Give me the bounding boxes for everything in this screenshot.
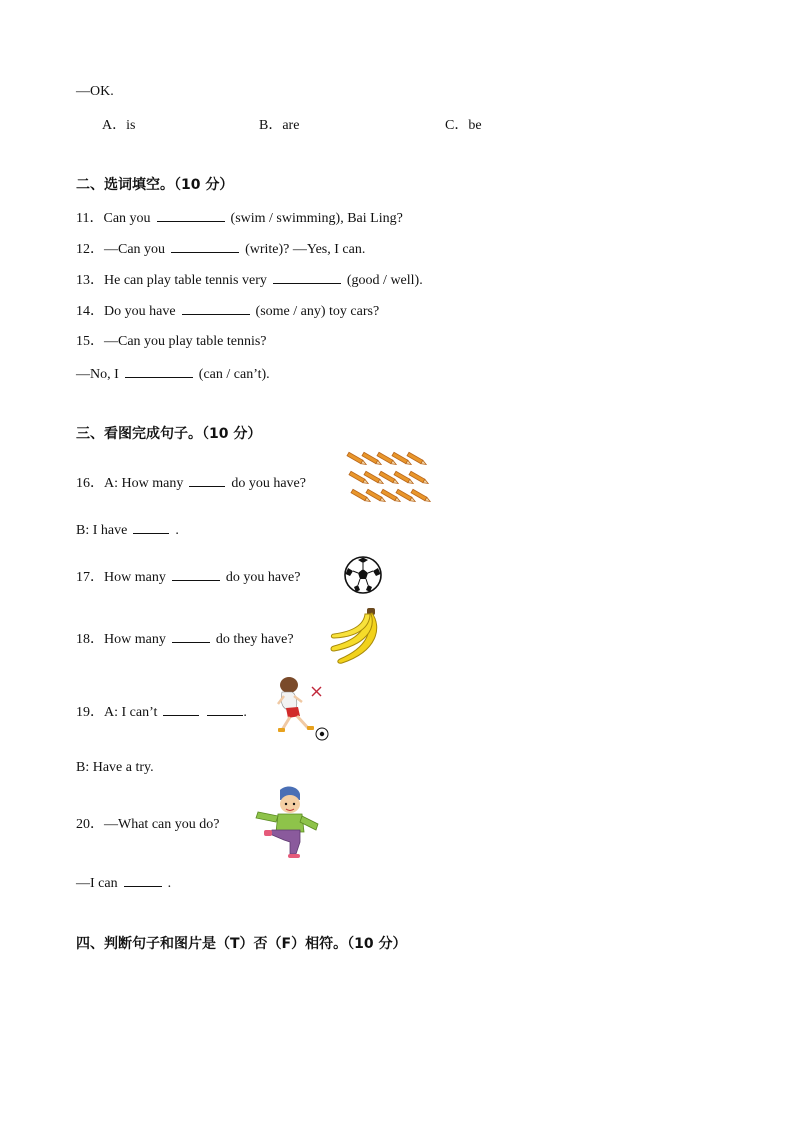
question-text: A: I can’t — [104, 705, 158, 720]
question-text: . — [167, 876, 172, 891]
football-image — [342, 554, 384, 596]
question-text: B: I have — [76, 523, 128, 538]
section3-heading: 三、看图完成句子。（10 分） — [76, 426, 262, 442]
question-15-answer — [76, 364, 270, 384]
question-number: 17． — [76, 570, 104, 585]
question-13 — [76, 270, 423, 290]
question-text: —No, I — [76, 367, 119, 382]
question-number: 13． — [76, 273, 104, 288]
question-20 — [76, 816, 219, 834]
answer-blank[interactable] — [171, 239, 239, 253]
answer-blank[interactable] — [182, 301, 250, 315]
question-choices: (some / any) toy cars? — [255, 304, 380, 319]
option-text: are — [282, 118, 300, 133]
q10-reply: —OK. — [76, 84, 114, 99]
question-12 — [76, 239, 365, 259]
question-number: 16． — [76, 476, 104, 491]
question-text: . — [175, 523, 179, 538]
question-choices: (swim / swimming), Bai Ling? — [230, 211, 403, 226]
question-number: 12． — [76, 242, 104, 257]
question-text: A: How many — [104, 476, 184, 491]
answer-blank[interactable] — [189, 473, 225, 487]
section4-heading: 四、判断句子和图片是（T）否（F）相符。（10 分） — [76, 936, 407, 952]
q10-option-c — [445, 114, 482, 134]
question-text: —I can — [76, 876, 118, 891]
answer-blank[interactable] — [125, 364, 193, 378]
question-11 — [76, 208, 403, 228]
question-text: . — [243, 705, 247, 720]
question-19-reply: B: Have a try. — [76, 760, 154, 775]
answer-blank[interactable] — [133, 520, 169, 534]
option-text: be — [468, 118, 482, 133]
question-text: —Can you — [104, 242, 166, 257]
option-letter: A． — [102, 118, 127, 133]
question-18 — [76, 629, 294, 649]
question-20-answer — [76, 873, 171, 893]
bananas-image — [328, 605, 392, 669]
boy-dancing-image — [250, 784, 322, 862]
question-choices: (write)? —Yes, I can. — [245, 242, 366, 257]
answer-blank[interactable] — [207, 702, 243, 716]
question-16-answer — [76, 520, 179, 540]
answer-blank[interactable] — [172, 629, 210, 643]
option-letter: B． — [259, 118, 283, 133]
option-text: is — [126, 118, 136, 133]
question-number: 19． — [76, 705, 104, 720]
question-text: Can you — [103, 211, 151, 226]
question-text: do you have? — [225, 570, 301, 585]
question-text: —What can you do? — [104, 817, 220, 832]
question-16 — [76, 473, 306, 493]
q10-option-a — [102, 114, 135, 134]
answer-blank[interactable] — [172, 567, 220, 581]
question-text: How many — [104, 570, 166, 585]
question-text: do they have? — [215, 632, 294, 647]
q10-option-b — [259, 114, 299, 134]
question-choices: (good / well). — [346, 273, 423, 288]
question-number: 11． — [76, 211, 104, 226]
question-17 — [76, 567, 300, 587]
girl-kicking-ball-image — [272, 672, 334, 748]
question-14 — [76, 301, 379, 321]
answer-blank[interactable] — [157, 208, 225, 222]
answer-blank[interactable] — [273, 270, 341, 284]
question-15 — [76, 333, 267, 351]
question-text: He can play table tennis very — [104, 273, 267, 288]
question-number: 18． — [76, 632, 104, 647]
question-number: 15． — [76, 334, 104, 349]
question-number: 20． — [76, 817, 104, 832]
question-text: How many — [104, 632, 166, 647]
section2-heading: 二、选词填空。（10 分） — [76, 177, 234, 193]
answer-blank[interactable] — [163, 702, 199, 716]
question-text: Do you have — [104, 304, 176, 319]
question-number: 14． — [76, 304, 104, 319]
question-19 — [76, 702, 247, 722]
question-choices: (can / can’t). — [198, 367, 270, 382]
cross-mark-icon — [312, 687, 321, 696]
answer-blank[interactable] — [124, 873, 162, 887]
pencils-image — [344, 450, 436, 510]
option-letter: C． — [445, 118, 469, 133]
question-text: —Can you play table tennis? — [104, 334, 267, 349]
question-text: do you have? — [231, 476, 306, 491]
